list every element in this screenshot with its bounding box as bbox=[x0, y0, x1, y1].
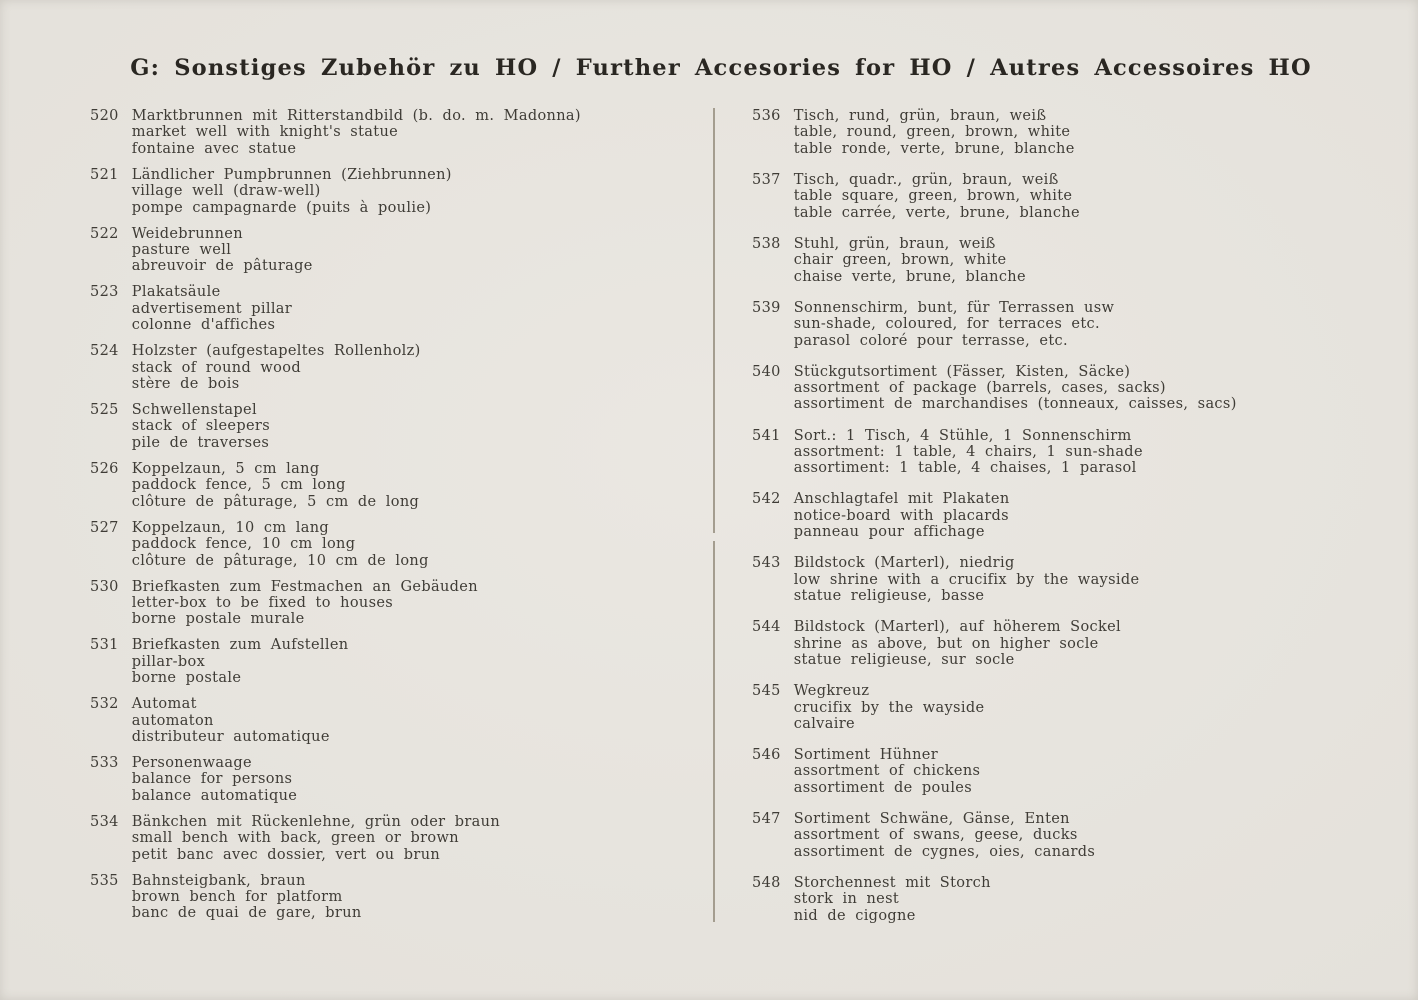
item-number: 545 bbox=[752, 683, 781, 700]
catalog-item bbox=[90, 402, 718, 451]
item-name-english: stack of round wood bbox=[131, 359, 301, 376]
item-name-french: balance automatique bbox=[131, 787, 298, 804]
item-number: 520 bbox=[90, 108, 119, 124]
item-name-english: chair green, brown, white bbox=[793, 252, 1007, 269]
item-number: 530 bbox=[90, 578, 119, 595]
catalog-item bbox=[752, 619, 1380, 668]
column-divider-lower bbox=[713, 541, 715, 922]
item-name-french: table carrée, verte, brune, blanche bbox=[793, 204, 1080, 221]
catalog-item bbox=[90, 520, 718, 569]
item-name-french: borne postale bbox=[131, 670, 242, 687]
item-name-german: Sortiment Hühner bbox=[793, 747, 939, 764]
item-name-german: Briefkasten zum Aufstellen bbox=[131, 637, 349, 654]
item-name-english: paddock fence, 5 cm long bbox=[131, 477, 346, 494]
catalog-item bbox=[752, 172, 1380, 221]
item-number: 521 bbox=[90, 166, 119, 183]
item-name-german: Plakatsäule bbox=[131, 284, 221, 301]
catalog-item bbox=[90, 226, 718, 275]
catalog-item bbox=[90, 755, 718, 804]
item-name-french: borne postale murale bbox=[131, 611, 305, 628]
item-descriptions bbox=[794, 747, 1380, 796]
item-name-german: Briefkasten zum Festmachen an Gebäuden bbox=[131, 578, 478, 595]
item-name-english: small bench with back, green or brown bbox=[131, 830, 459, 847]
item-name-english: sun-shade, coloured, for terraces etc. bbox=[793, 316, 1100, 333]
item-number: 544 bbox=[752, 619, 781, 636]
item-number: 535 bbox=[90, 872, 119, 889]
item-descriptions bbox=[794, 364, 1380, 413]
item-number: 526 bbox=[90, 460, 119, 477]
catalog-item bbox=[90, 873, 718, 922]
item-descriptions bbox=[132, 873, 718, 922]
item-name-german: Bahnsteigbank, braun bbox=[131, 872, 306, 889]
item-name-english: shrine as above, but on higher socle bbox=[793, 635, 1099, 652]
catalog-item bbox=[752, 428, 1380, 477]
item-name-english: table square, green, brown, white bbox=[793, 188, 1073, 205]
item-name-french: table ronde, verte, brune, blanche bbox=[793, 140, 1075, 157]
item-descriptions bbox=[794, 300, 1380, 349]
item-number: 548 bbox=[752, 874, 781, 891]
item-name-french: colonne d'affiches bbox=[131, 317, 276, 334]
item-name-english: pillar-box bbox=[131, 653, 206, 670]
page-title: G: Sonstiges Zubehör zu HO / Further Accesories for HO / Autres Accessoires HO bbox=[130, 55, 1312, 81]
item-descriptions bbox=[794, 428, 1380, 477]
item-descriptions bbox=[794, 875, 1380, 924]
catalog-item bbox=[90, 579, 718, 628]
item-name-english: pasture well bbox=[131, 242, 232, 259]
item-descriptions bbox=[132, 461, 718, 510]
item-name-german: Storchennest mit Storch bbox=[793, 874, 991, 891]
right-column bbox=[752, 108, 1380, 939]
item-name-french: abreuvoir de pâturage bbox=[131, 258, 313, 275]
item-descriptions bbox=[794, 619, 1380, 668]
item-name-german: Holzster (aufgestapeltes Rollenholz) bbox=[131, 343, 421, 360]
catalog-item bbox=[90, 343, 718, 392]
item-name-french: chaise verte, brune, blanche bbox=[793, 268, 1026, 285]
item-name-french: distributeur automatique bbox=[131, 728, 330, 745]
item-number: 540 bbox=[752, 363, 781, 380]
item-name-german: Tisch, rund, grün, braun, weiß bbox=[793, 108, 1047, 124]
catalog-item bbox=[90, 284, 718, 333]
item-name-german: Bildstock (Marterl), niedrig bbox=[793, 555, 1015, 572]
item-name-english: automaton bbox=[131, 712, 214, 729]
item-name-french: assortiment de cygnes, oies, canards bbox=[793, 843, 1096, 860]
catalog-item bbox=[752, 491, 1380, 540]
catalog-item bbox=[90, 167, 718, 216]
catalog-item bbox=[752, 747, 1380, 796]
item-name-french: stère de bois bbox=[131, 376, 240, 393]
item-descriptions bbox=[794, 811, 1380, 860]
item-number: 524 bbox=[90, 343, 119, 360]
item-name-german: Tisch, quadr., grün, braun, weiß bbox=[793, 171, 1059, 188]
item-descriptions bbox=[794, 491, 1380, 540]
item-name-english: advertisement pillar bbox=[131, 300, 293, 317]
item-descriptions bbox=[132, 814, 718, 863]
item-name-german: Automat bbox=[131, 696, 197, 713]
item-descriptions bbox=[794, 236, 1380, 285]
item-number: 537 bbox=[752, 171, 781, 188]
item-name-german: Koppelzaun, 5 cm lang bbox=[131, 460, 320, 477]
item-name-english: stork in nest bbox=[793, 891, 900, 908]
catalog-item bbox=[752, 364, 1380, 413]
catalog-item bbox=[90, 814, 718, 863]
item-name-english: assortment of package (barrels, cases, sacks) bbox=[793, 380, 1166, 397]
item-name-french: assortiment: 1 table, 4 chaises, 1 parasol bbox=[793, 460, 1137, 477]
item-name-french: clôture de pâturage, 10 cm de long bbox=[131, 552, 429, 569]
item-name-english: letter-box to be fixed to houses bbox=[131, 594, 394, 611]
item-name-german: Koppelzaun, 10 cm lang bbox=[131, 519, 330, 536]
item-descriptions bbox=[132, 520, 718, 569]
catalog-item bbox=[752, 811, 1380, 860]
item-name-french: clôture de pâturage, 5 cm de long bbox=[131, 493, 420, 510]
item-name-english: low shrine with a crucifix by the wayside bbox=[793, 571, 1140, 588]
catalog-item bbox=[90, 696, 718, 745]
item-number: 541 bbox=[752, 427, 781, 444]
item-name-english: table, round, green, brown, white bbox=[793, 124, 1071, 141]
item-number: 534 bbox=[90, 813, 119, 830]
item-number: 547 bbox=[752, 810, 781, 827]
item-name-german: Schwellenstapel bbox=[131, 402, 257, 419]
item-number: 522 bbox=[90, 225, 119, 242]
left-column bbox=[90, 108, 718, 931]
item-descriptions bbox=[794, 683, 1380, 732]
item-descriptions bbox=[132, 226, 718, 275]
item-number: 543 bbox=[752, 555, 781, 572]
item-descriptions bbox=[794, 555, 1380, 604]
item-descriptions bbox=[132, 343, 718, 392]
item-name-english: assortment of chickens bbox=[793, 763, 981, 780]
item-name-german: Stückgutsortiment (Fässer, Kisten, Säcke) bbox=[793, 363, 1131, 380]
item-name-english: village well (draw-well) bbox=[131, 183, 321, 200]
item-number: 542 bbox=[752, 491, 781, 508]
item-number: 546 bbox=[752, 747, 781, 764]
item-name-french: parasol coloré pour terrasse, etc. bbox=[793, 332, 1068, 349]
item-name-german: Marktbrunnen mit Ritterstandbild (b. do. m. Madonna) bbox=[131, 108, 581, 124]
item-name-german: Weidebrunnen bbox=[131, 225, 243, 242]
item-number: 531 bbox=[90, 637, 119, 654]
item-name-english: notice-board with placards bbox=[793, 507, 1009, 524]
item-name-english: paddock fence, 10 cm long bbox=[131, 536, 356, 553]
item-name-french: banc de quai de gare, brun bbox=[131, 905, 362, 922]
catalog-item bbox=[752, 683, 1380, 732]
item-descriptions bbox=[132, 167, 718, 216]
item-name-english: assortment of swans, geese, ducks bbox=[793, 827, 1078, 844]
item-name-french: assortiment de poules bbox=[793, 779, 973, 796]
item-name-french: assortiment de marchandises (tonneaux, caisses, sacs) bbox=[793, 396, 1237, 413]
item-descriptions bbox=[132, 402, 718, 451]
item-number: 523 bbox=[90, 284, 119, 301]
item-number: 525 bbox=[90, 402, 119, 419]
catalog-item bbox=[90, 637, 718, 686]
item-name-english: brown bench for platform bbox=[131, 888, 343, 905]
item-descriptions bbox=[132, 108, 718, 157]
item-name-english: crucifix by the wayside bbox=[793, 699, 985, 716]
item-name-french: panneau pour affichage bbox=[793, 524, 985, 541]
item-name-german: Bänkchen mit Rückenlehne, grün oder braun bbox=[131, 813, 501, 830]
item-descriptions bbox=[794, 172, 1380, 221]
item-descriptions bbox=[132, 637, 718, 686]
catalog-item bbox=[752, 300, 1380, 349]
item-number: 527 bbox=[90, 519, 119, 536]
item-name-german: Bildstock (Marterl), auf höherem Sockel bbox=[793, 619, 1122, 636]
item-name-french: statue religieuse, sur socle bbox=[793, 652, 1015, 669]
catalog-item bbox=[752, 108, 1380, 157]
catalog-item bbox=[752, 236, 1380, 285]
item-name-german: Stuhl, grün, braun, weiß bbox=[793, 235, 996, 252]
column-divider-upper bbox=[713, 108, 715, 533]
item-descriptions bbox=[132, 755, 718, 804]
item-number: 533 bbox=[90, 754, 119, 771]
catalog-item bbox=[752, 875, 1380, 924]
item-name-german: Anschlagtafel mit Plakaten bbox=[793, 491, 1010, 508]
item-name-english: assortment: 1 table, 4 chairs, 1 sun-shade bbox=[793, 443, 1143, 460]
catalog-item bbox=[90, 461, 718, 510]
item-name-french: statue religieuse, basse bbox=[793, 588, 985, 605]
item-name-german: Wegkreuz bbox=[793, 683, 870, 700]
item-descriptions bbox=[794, 108, 1380, 157]
item-name-german: Ländlicher Pumpbrunnen (Ziehbrunnen) bbox=[131, 166, 452, 183]
item-name-french: pompe campagnarde (puits à poulie) bbox=[131, 199, 432, 216]
item-number: 539 bbox=[752, 299, 781, 316]
item-name-french: nid de cigogne bbox=[793, 907, 916, 924]
item-descriptions bbox=[132, 696, 718, 745]
item-descriptions bbox=[132, 579, 718, 628]
item-name-german: Personenwaage bbox=[131, 754, 252, 771]
item-descriptions bbox=[132, 284, 718, 333]
item-number: 532 bbox=[90, 696, 119, 713]
item-name-german: Sort.: 1 Tisch, 4 Stühle, 1 Sonnenschirm bbox=[793, 427, 1132, 444]
item-name-french: fontaine avec statue bbox=[131, 140, 297, 157]
item-number: 538 bbox=[752, 235, 781, 252]
item-name-german: Sonnenschirm, bunt, für Terrassen usw bbox=[793, 299, 1115, 316]
item-name-french: pile de traverses bbox=[131, 434, 270, 451]
item-name-french: calvaire bbox=[793, 715, 855, 732]
catalog-item bbox=[752, 555, 1380, 604]
item-number: 536 bbox=[752, 108, 781, 124]
catalog-item bbox=[90, 108, 718, 157]
item-name-french: petit banc avec dossier, vert ou brun bbox=[131, 846, 441, 863]
item-name-german: Sortiment Schwäne, Gänse, Enten bbox=[793, 810, 1070, 827]
item-name-english: market well with knight's statue bbox=[131, 124, 399, 141]
item-name-english: stack of sleepers bbox=[131, 418, 270, 435]
item-name-english: balance for persons bbox=[131, 771, 293, 788]
